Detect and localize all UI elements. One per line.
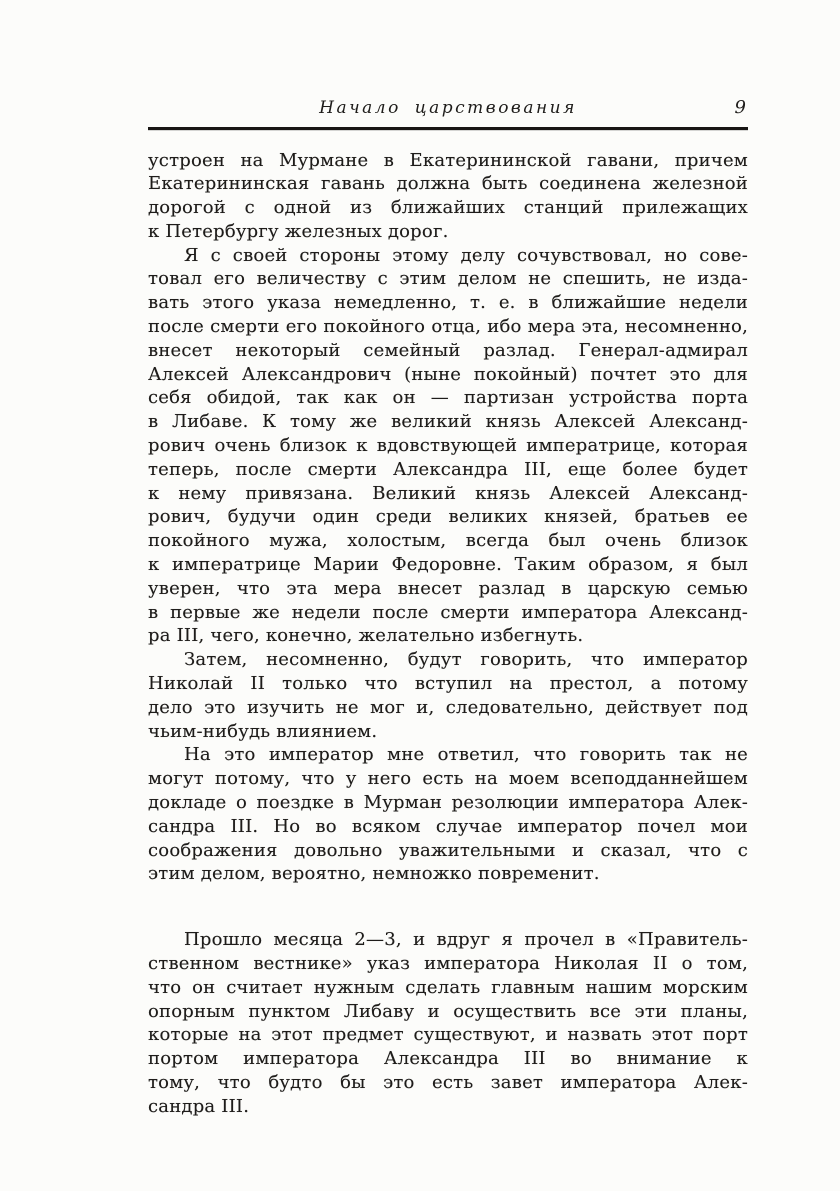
paragraph <box>148 149 748 244</box>
text-line: Екатерининская гавань должна быть соединена железной <box>148 173 748 195</box>
text-line: вать этого указа немедленно, т. е. в ближайшие недели <box>148 292 748 314</box>
text-line: соображения довольно уважительными и сказал, что с <box>148 839 748 861</box>
page-header <box>148 98 748 122</box>
paragraph <box>148 648 748 743</box>
text-line: портом императора Александра III во внимание к <box>148 1048 748 1070</box>
text-line: к императрице Марии Федоровне. Таким образом, я был <box>148 554 748 576</box>
text-line: рович, будучи один среди великих князей, братьев ее <box>148 506 748 528</box>
text-line: в Либаве. К тому же великий князь Алексей Александ- <box>148 411 748 433</box>
paragraph <box>148 928 748 1118</box>
text-line: к нему привязана. Великий князь Алексей Александ- <box>148 482 748 504</box>
running-header: Начало царствования <box>319 98 577 118</box>
paragraph <box>148 244 748 649</box>
text-line: сандра III. <box>148 1095 250 1117</box>
text-line: в первые же недели после смерти императора Александ- <box>148 601 748 623</box>
text-line: ственном вестнике» указ императора Николая II о том, <box>148 953 748 974</box>
text-line: себя обидой, так как он — партизан устройства порта <box>148 387 748 409</box>
text-line: к Петербургу железных дорог. <box>148 220 449 242</box>
text-line: которые на этот предмет существуют, и назвать этот порт <box>148 1024 748 1046</box>
text-line: устроен на Мурмане в Екатерининской гавани, причем <box>148 149 748 171</box>
header-rule <box>148 127 748 130</box>
text-line: На это император мне ответил, что говорить так не <box>184 744 748 766</box>
text-line: дело это изучить не мог и, следовательно, действует под <box>148 696 748 718</box>
text-line: Затем, несомненно, будут говорить, что император <box>184 649 748 671</box>
text-line: могут потому, что у него есть на моем всеподданнейшем <box>148 768 748 790</box>
text-line: дорогой с одной из ближайших станций прилежащих <box>148 197 748 219</box>
text-line: докладе о поездке в Мурман резолюции императора Алек- <box>148 792 748 814</box>
page-body <box>148 149 748 1119</box>
text-line: что он считает нужным сделать главным нашим морским <box>148 976 748 998</box>
text-line: внесет некоторый семейный разлад. Генерал-адмирал <box>148 339 748 361</box>
text-line: этим делом, вероятно, немножко повременит. <box>148 863 600 885</box>
page-number: 9 <box>734 97 746 118</box>
text-line: чьим-нибудь влиянием. <box>148 720 378 742</box>
text-line: тому, что будто бы это есть завет императора Алек- <box>148 1071 748 1093</box>
text-line: товал его величеству с этим делом не спешить, не изда- <box>148 268 748 290</box>
text-line: уверен, что эта мера внесет разлад в царскую семью <box>148 577 748 599</box>
text-block <box>148 98 748 1119</box>
text-line: опорным пунктом Либаву и осуществить все эти планы, <box>148 1000 748 1022</box>
text-line: Алексей Александрович (ныне покойный) почтет это для <box>148 363 748 385</box>
text-line: рович очень близок к вдовствующей императрице, которая <box>148 435 748 457</box>
text-line: сандра III. Но во всяком случае император почел мои <box>148 815 748 837</box>
text-line: теперь, после смерти Александра III, еще более будет <box>148 458 748 480</box>
text-line: ра III, чего, конечно, желательно избегнуть. <box>148 625 584 647</box>
text-line: после смерти его покойного отца, ибо мера эта, несомненно, <box>148 316 748 338</box>
text-line: Я с своей стороны этому делу сочувствовал, но сове- <box>184 244 748 266</box>
text-line: покойного мужа, холостым, всегда был очень близок <box>148 530 748 552</box>
text-line: Прошло месяца 2—3, и вдруг я прочел в «Правитель- <box>184 929 748 951</box>
paragraph <box>148 743 748 886</box>
text-line: Николай II только что вступил на престол, а потому <box>148 673 748 695</box>
